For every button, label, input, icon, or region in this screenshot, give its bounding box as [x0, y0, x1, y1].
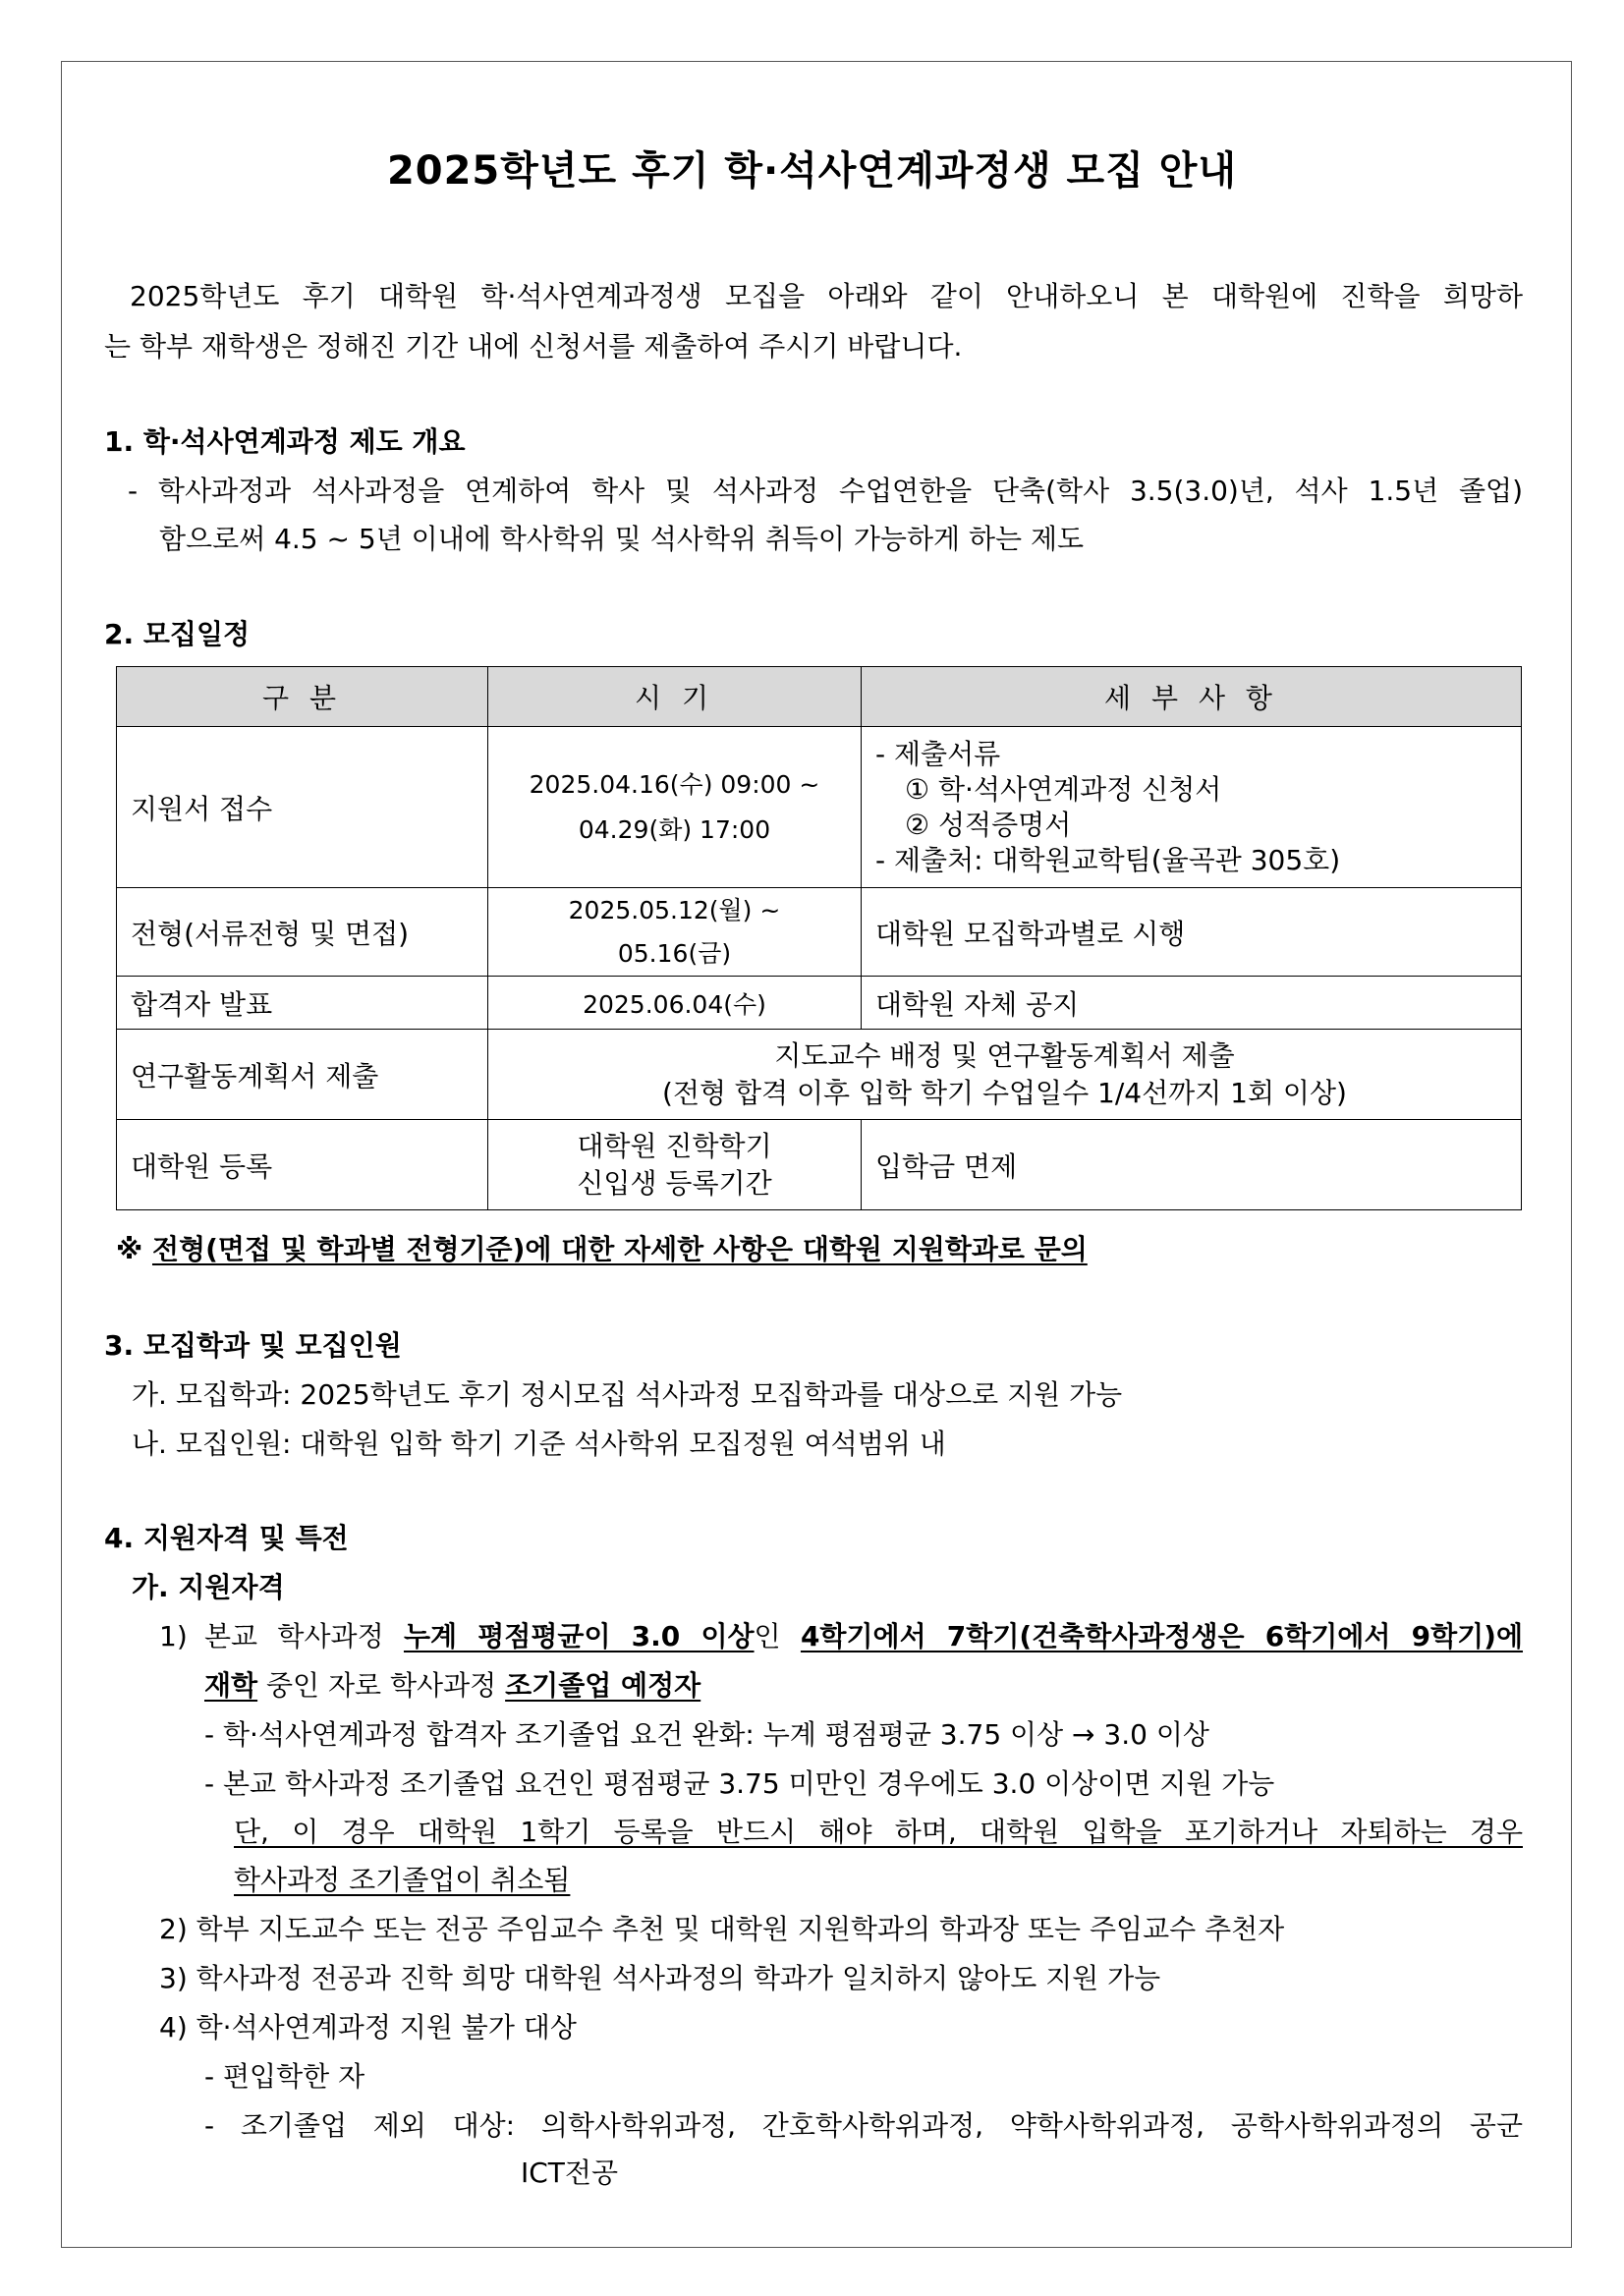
section-1-line-1: - 학사과정과 석사과정을 연계하여 학사 및 석사과정 수업연한을 단축(학사 3.5(3.0)년, 석사 1.5년 졸업)	[128, 475, 1523, 507]
item-1-line-1: 본교 학사과정 누계 평점평균이 3.0 이상인 4학기에서 7학기(건축학사과정생은 6학기에서 9학기)에	[204, 1620, 1524, 1652]
item-1-detail-1: - 학·석사연계과정 합격자 조기졸업 요건 완화: 누계 평점평균 3.75 이상 → 3.0 이상	[204, 1718, 1209, 1751]
detail-place: - 제출처: 대학원교학팀(율곡관 305호)	[875, 843, 1341, 876]
item-3: 3) 학사과정 전공과 진학 희망 대학원 석사과정의 학과가 일치하지 않아도 지원 가능	[159, 1962, 1161, 1994]
row-register-label: 대학원 등록	[117, 1120, 488, 1210]
section-2-heading: 2. 모집일정	[104, 618, 251, 650]
intro-line-2: 는 학부 재학생은 정해진 기간 내에 신청서를 제출하여 주시기 바랍니다.	[104, 330, 963, 363]
row-screening-detail: 대학원 모집학과별로 시행	[862, 888, 1522, 977]
row-application-label: 지원서 접수	[117, 727, 488, 888]
row-announce-detail: 대학원 자체 공지	[862, 977, 1522, 1030]
section-3-item-b: 나. 모집인원: 대학원 입학 학기 기준 석사학위 모집정원 여석범위 내	[132, 1428, 946, 1460]
item-4-detail-1: - 편입학한 자	[204, 2060, 365, 2093]
detail-doc-2: ② 성적증명서	[905, 808, 1072, 841]
semester-requirement: 4학기에서 7학기(건축학사과정생은 6학기에서 9학기)에	[800, 1620, 1524, 1652]
header-period: 시 기	[488, 667, 862, 727]
row-application-period	[488, 727, 862, 888]
header-category: 구 분	[117, 667, 488, 727]
item-2: 2) 학부 지도교수 또는 전공 주임교수 추천 및 대학원 지원학과의 학과장 또는 주임교수 추천자	[159, 1913, 1285, 1945]
detail-docs: - 제출서류	[875, 737, 1001, 770]
header-details: 세 부 사 항	[862, 667, 1522, 727]
item-4-detail-2: - 조기졸업 제외 대상: 의학사학위과정, 간호학사학위과정, 약학사학위과정, 공학사학위과정의 공군	[204, 2109, 1523, 2142]
section-3-item-a: 가. 모집학과: 2025학년도 후기 정시모집 석사과정 모집학과를 대상으로 지원 가능	[132, 1378, 1123, 1411]
schedule-note	[116, 1230, 1088, 1269]
item-1-detail-2: - 본교 학사과정 조기졸업 요건인 평점평균 3.75 미만인 경우에도 3.0 이상이면 지원 가능	[204, 1767, 1275, 1800]
section-4-heading: 4. 지원자격 및 특전	[104, 1522, 349, 1554]
row-announce-label: 합격자 발표	[117, 977, 488, 1030]
table-row	[117, 1030, 1522, 1120]
row-announce-date: 2025.06.04(수)	[488, 977, 862, 1030]
table-row	[117, 1120, 1522, 1210]
section-1-heading: 1. 학·석사연계과정 제도 개요	[104, 425, 466, 458]
section-3-heading: 3. 모집학과 및 모집인원	[104, 1329, 402, 1362]
schedule-table	[116, 666, 1522, 1210]
section-4-subheading: 가. 지원자격	[132, 1571, 285, 1603]
item-1-line-2: 재학 중인 자로 학사과정 조기졸업 예정자	[204, 1669, 701, 1702]
detail-doc-1: ① 학·석사연계과정 신청서	[905, 772, 1222, 806]
table-row	[117, 977, 1522, 1030]
intro-line-1: 2025학년도 후기 대학원 학·석사연계과정생 모집을 아래와 같이 안내하오니 본 대학원에 진학을 희망하	[130, 280, 1523, 312]
table-row	[117, 888, 1522, 977]
period-start: 2025.04.16(수) 09:00 ~	[529, 769, 820, 799]
row-screening-period: 2025.05.12(월) ~ 05.16(금)	[488, 888, 862, 977]
table-header-row	[117, 667, 1522, 727]
item-1-detail-3: 단, 이 경우 대학원 1학기 등록을 반드시 해야 하며, 대학원 입학을 포기하거나 자퇴하는 경우	[234, 1816, 1523, 1848]
gpa-requirement: 누계 평점평균이 3.0 이상	[403, 1620, 755, 1652]
row-register-period: 대학원 진학학기 신입생 등록기간	[488, 1120, 862, 1210]
table-row	[117, 727, 1522, 888]
note-text: 전형(면접 및 학과별 전형기준)에 대한 자세한 사항은 대학원 지원학과로 문의	[151, 1233, 1088, 1265]
item-4-detail-3: ICT전공	[521, 2156, 619, 2189]
item-1-number: 1)	[159, 1620, 188, 1652]
note-mark: ※	[116, 1233, 143, 1265]
row-screening-label: 전형(서류전형 및 면접)	[117, 888, 488, 977]
page-title: 2025학년도 후기 학·석사연계과정생 모집 안내	[386, 148, 1238, 194]
item-1-detail-4: 학사과정 조기졸업이 취소됨	[234, 1864, 571, 1896]
row-application-details	[862, 727, 1522, 888]
row-research-label: 연구활동계획서 제출	[117, 1030, 488, 1120]
period-end: 04.29(화) 17:00	[578, 814, 771, 844]
section-1-line-2: 함으로써 4.5 ~ 5년 이내에 학사학위 및 석사학위 취득이 가능하게 하는 제도	[159, 523, 1085, 555]
early-graduation-requirement: 조기졸업 예정자	[505, 1669, 701, 1702]
row-research-detail: 지도교수 배정 및 연구활동계획서 제출 (전형 합격 이후 입학 학기 수업일수 1/4선까지 1회 이상)	[488, 1030, 1522, 1120]
row-register-detail: 입학금 면제	[862, 1120, 1522, 1210]
item-4: 4) 학·석사연계과정 지원 불가 대상	[159, 2011, 577, 2044]
